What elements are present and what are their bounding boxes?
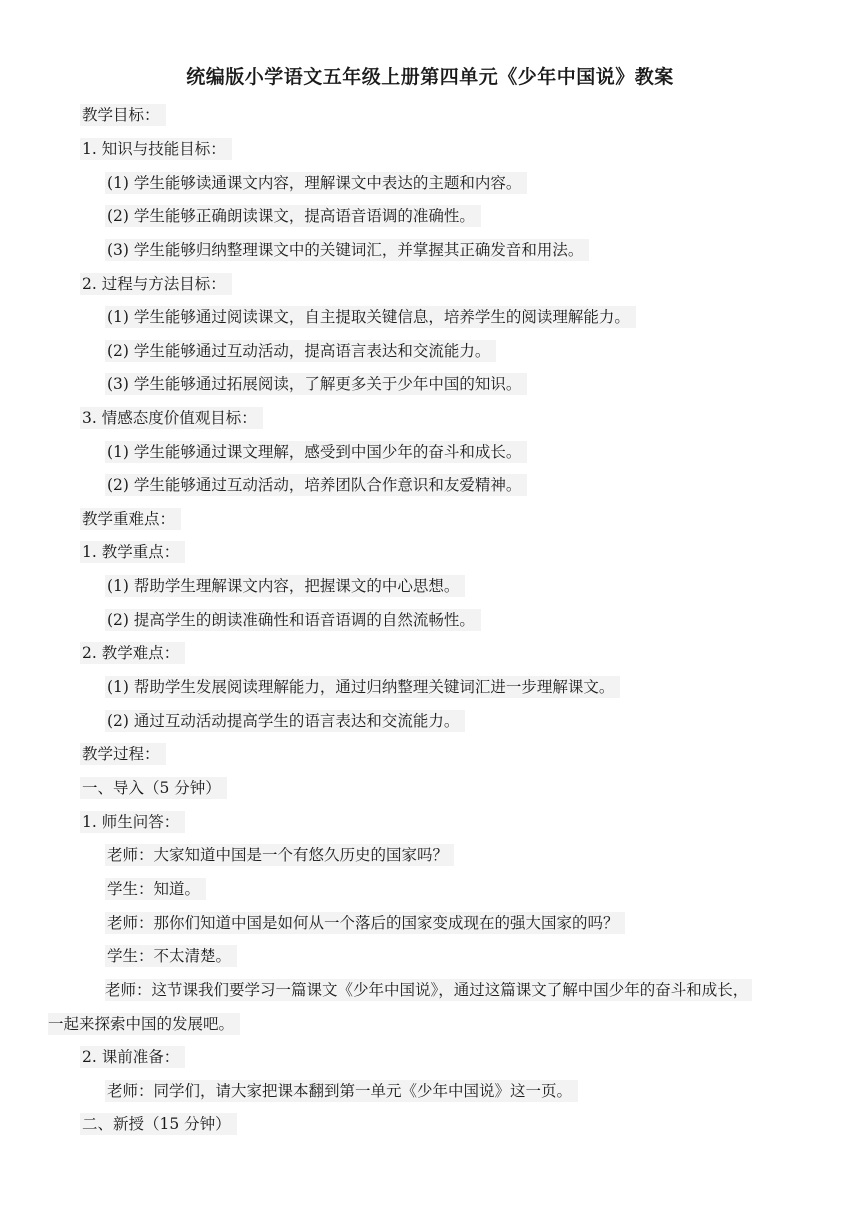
difficulty-item: (2) 通过互动活动提高学生的语言表达和交流能力。 [105,710,465,732]
dialogue-line-continuation: 一起来探索中国的发展吧。 [48,1013,240,1035]
dialogue-line: 老师：大家知道中国是一个有悠久历史的国家吗？ [105,844,454,866]
dialogue-line: 学生：知道。 [105,878,206,900]
dialogue-line: 老师：那你们知道中国是如何从一个落后的国家变成现在的强大国家的吗？ [105,912,625,934]
dialogue-line: 老师：这节课我们要学习一篇课文《少年中国说》，通过这篇课文了解中国少年的奋斗和成长， [105,979,752,1001]
subsection-preparation: 2. 课前准备： [80,1046,185,1068]
key-point-item: (1) 帮助学生理解课文内容，把握课文的中心思想。 [105,575,465,597]
objective-item: (2) 学生能够通过互动活动，提高语言表达和交流能力。 [105,340,496,362]
section-heading-process: 教学过程： [80,743,166,765]
subsection-key-points: 1. 教学重点： [80,541,185,563]
difficulty-item: (1) 帮助学生发展阅读理解能力，通过归纳整理关键词汇进一步理解课文。 [105,676,620,698]
key-point-item: (2) 提高学生的朗读准确性和语音语调的自然流畅性。 [105,609,481,631]
subsection-difficulties: 2. 教学难点： [80,642,185,664]
objective-item: (2) 学生能够正确朗读课文，提高语音语调的准确性。 [105,205,481,227]
objective-item: (2) 学生能够通过互动活动，培养团队合作意识和友爱精神。 [105,474,527,496]
document-title: 统编版小学语文五年级上册第四单元《少年中国说》教案 [186,66,674,88]
objective-item: (1) 学生能够通过阅读课文，自主提取关键信息，培养学生的阅读理解能力。 [105,306,636,328]
process-step-new-lesson: 二、新授（15 分钟） [80,1113,237,1135]
section-heading-objectives: 教学目标： [80,104,166,126]
subsection-qa: 1. 师生问答： [80,811,185,833]
objective-item: (3) 学生能够通过拓展阅读，了解更多关于少年中国的知识。 [105,373,527,395]
dialogue-line: 老师：同学们，请大家把课本翻到第一单元《少年中国说》这一页。 [105,1080,578,1102]
subsection-process-methods: 2. 过程与方法目标： [80,273,232,295]
process-step-intro: 一、导入（5 分钟） [80,777,227,799]
objective-item: (3) 学生能够归纳整理课文中的关键词汇，并掌握其正确发音和用法。 [105,239,589,261]
subsection-knowledge-skills: 1. 知识与技能目标： [80,138,232,160]
dialogue-line: 学生：不太清楚。 [105,945,237,967]
objective-item: (1) 学生能够读通课文内容，理解课文中表达的主题和内容。 [105,172,527,194]
objective-item: (1) 学生能够通过课文理解，感受到中国少年的奋斗和成长。 [105,441,527,463]
subsection-attitude-values: 3. 情感态度价值观目标： [80,407,263,429]
section-heading-key-difficulties: 教学重难点： [80,508,181,530]
